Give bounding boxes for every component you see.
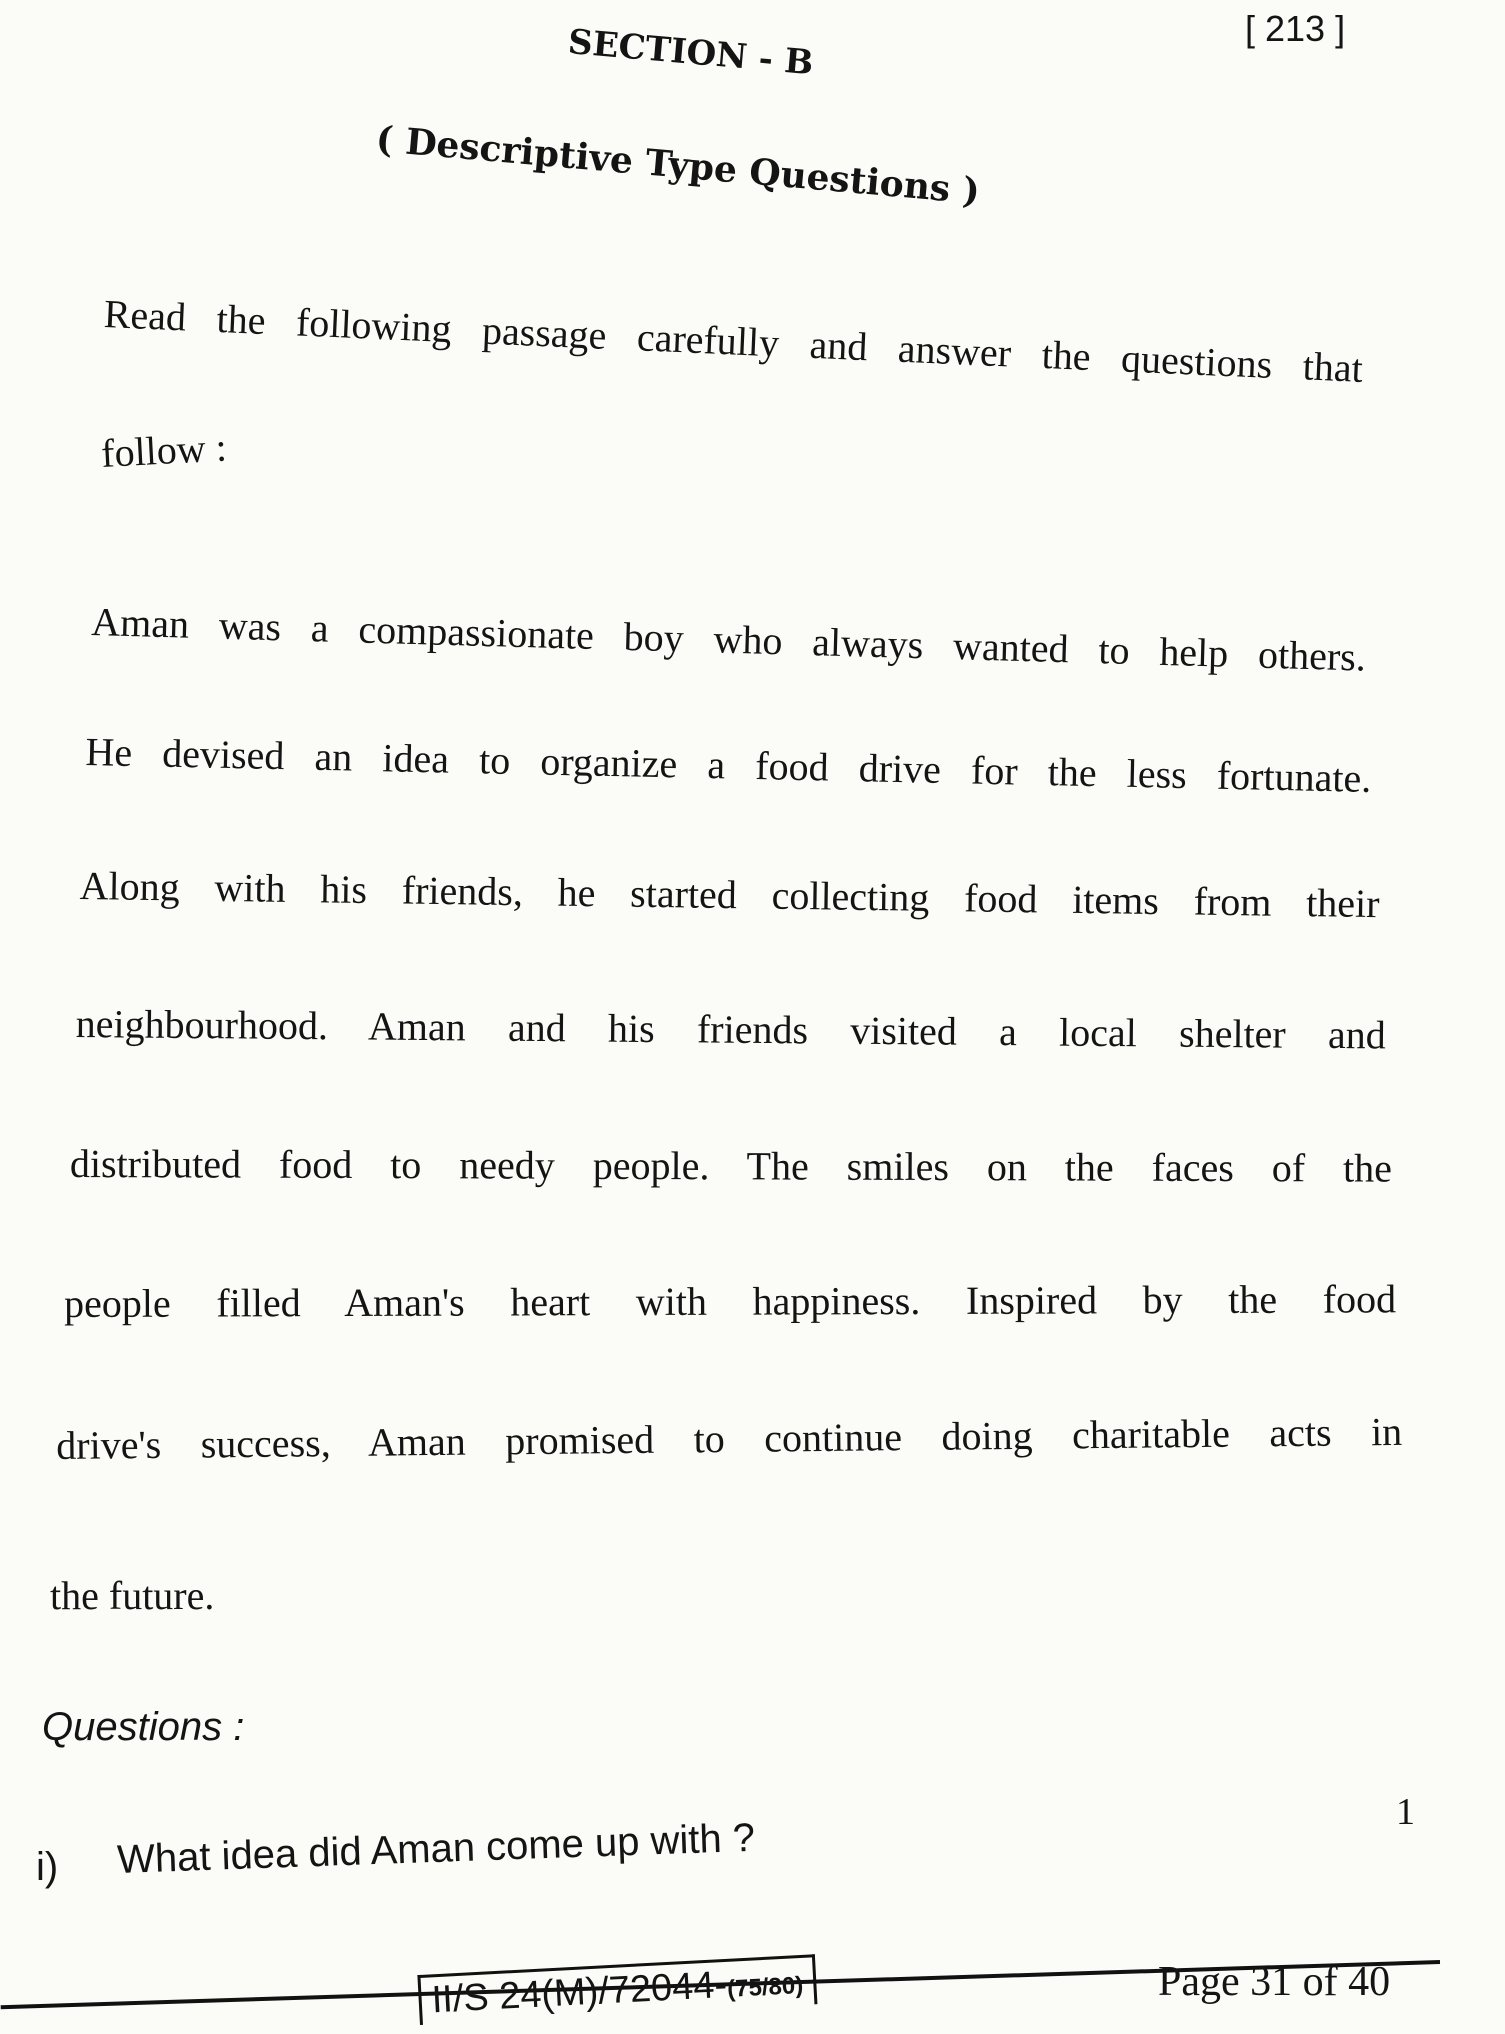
instruction-line: Read the following passage carefully and answer the questions that [102, 290, 1364, 391]
section-subtitle: ( Descriptive Type Questions ) [374, 118, 982, 213]
paper-code-suffix: (75/80) [726, 1971, 804, 2003]
page-number: Page 31 of 40 [1158, 1959, 1391, 2005]
question-marks: 1 [1396, 1791, 1415, 1833]
question-text: What idea did Aman come up with ? [116, 1815, 756, 1883]
passage-line: the future. [50, 1573, 215, 1618]
question-number: i) [36, 1845, 59, 1889]
paper-code [417, 1954, 817, 2025]
passage-line: distributed food to needy people. The smiles on the faces of the [69, 1141, 1392, 1191]
questions-label: Questions : [42, 1705, 245, 1749]
passage-line: He devised an idea to organize a food drive for the less fortunate. [85, 728, 1372, 801]
instruction-line: follow : [100, 424, 228, 476]
section-title: SECTION - B [566, 22, 816, 84]
passage-line: people filled Aman's heart with happiness. Inspired by the food [64, 1276, 1397, 1326]
page-code: [ 213 ] [1245, 8, 1346, 49]
paper-code-text: II/S 24(M)/72044- [430, 1963, 729, 2022]
passage-line: neighbourhood. Aman and his friends visited a local shelter and [75, 1000, 1386, 1058]
passage-line: drive's success, Aman promised to continue doing charitable acts in [56, 1408, 1403, 1468]
passage-line: Aman was a compassionate boy who always wanted to help others. [90, 598, 1367, 680]
passage-line: Along with his friends, he started collecting food items from their [79, 862, 1380, 927]
